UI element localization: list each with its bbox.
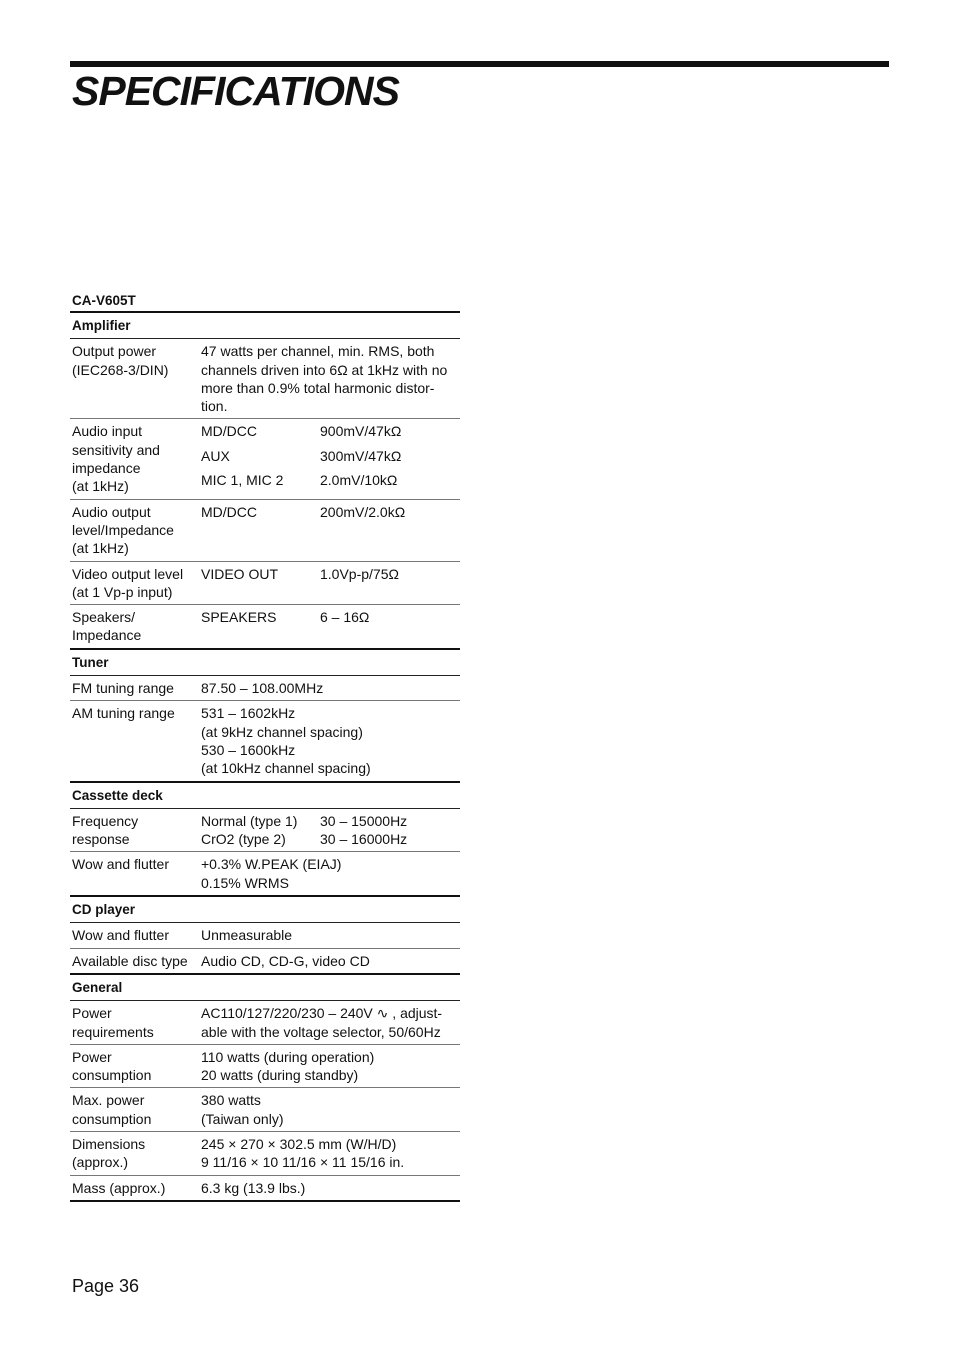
spec-label: Power consumption	[72, 1048, 152, 1084]
sub-name: AUX	[201, 447, 230, 464]
spec-row-output-power	[70, 339, 460, 419]
sub-name: Normal (type 1)	[201, 812, 298, 829]
sub-value: 30 – 15000Hz	[320, 812, 408, 829]
bottom-rule	[70, 1200, 460, 1202]
spec-label: AM tuning range	[72, 705, 175, 722]
spec-value: Audio CD, CD-G, video CD	[201, 952, 370, 969]
spec-row-power-requirements	[70, 1001, 460, 1045]
spec-value: 110 watts (during operation) 20 watts (during standby)	[201, 1048, 375, 1084]
spec-table	[70, 311, 460, 1202]
sub-value: 200mV/2.0kΩ	[320, 503, 406, 520]
spec-row-audio-input	[70, 419, 460, 499]
section-header-tuner: Tuner	[70, 648, 460, 676]
spec-row-cassette-wow	[70, 852, 460, 895]
spec-value: 87.50 – 108.00MHz	[201, 680, 324, 697]
sub-value: 300mV/47kΩ	[320, 447, 402, 464]
sub-name: SPEAKERS	[201, 609, 277, 626]
section-header-cd: CD player	[70, 895, 460, 923]
spec-row-speakers	[70, 605, 460, 648]
sub-value: 30 – 16000Hz	[320, 831, 408, 848]
sub-name: VIDEO OUT	[201, 565, 279, 582]
spec-row-frequency	[70, 809, 460, 853]
sub-name: MD/DCC	[201, 503, 257, 520]
sub-name: CrO2 (type 2)	[201, 831, 286, 848]
section-header-cassette: Cassette deck	[70, 781, 460, 809]
spec-row-fm	[70, 676, 460, 701]
spec-label: Frequency response	[72, 812, 139, 848]
spec-row-cd-wow	[70, 923, 460, 948]
spec-value: 47 watts per channel, min. RMS, both channels driven into 6Ω at 1kHz with no more than 0.9% total harmonic distor- tion.	[201, 343, 448, 415]
spec-row-power-consumption	[70, 1045, 460, 1089]
sub-value: 2.0mV/10kΩ	[320, 472, 398, 489]
model-name: CA-V605T	[72, 293, 136, 308]
sub-value: 6 – 16Ω	[320, 609, 370, 626]
spec-value: 245 × 270 × 302.5 mm (W/H/D) 9 11/16 × 10 11/16 × 11 15/16 in.	[201, 1135, 405, 1171]
spec-value	[201, 608, 460, 645]
spec-label: Speakers/ Impedance	[72, 609, 142, 644]
sub-name: MIC 1, MIC 2	[201, 472, 284, 489]
spec-label: Output power (IEC268-3/DIN)	[72, 343, 169, 378]
spec-label: Power requirements	[72, 1005, 154, 1040]
spec-label: Audio output level/Impedance (at 1kHz)	[72, 503, 174, 557]
spec-value: 380 watts (Taiwan only)	[201, 1092, 284, 1127]
spec-label: Available disc type	[72, 952, 188, 969]
spec-value	[201, 503, 460, 558]
spec-label: FM tuning range	[72, 680, 174, 697]
spec-label: Max. power consumption	[72, 1092, 152, 1127]
spec-row-mass	[70, 1176, 460, 1200]
spec-label: Audio input sensitivity and impedance (at 1kHz)	[72, 423, 160, 495]
spec-label: Wow and flutter	[72, 856, 170, 873]
page-title: SPECIFICATIONS	[72, 68, 399, 114]
section-header-amplifier: Amplifier	[70, 311, 460, 339]
spec-label: Dimensions (approx.)	[72, 1135, 146, 1171]
spec-value	[201, 812, 460, 849]
spec-value	[201, 565, 460, 602]
spec-label: Video output level (at 1 Vp-p input)	[72, 565, 184, 600]
spec-row-am	[70, 701, 460, 780]
sub-value: 1.0Vp-p/75Ω	[320, 565, 399, 582]
page-number: Page 36	[72, 1276, 140, 1296]
spec-row-max-power	[70, 1088, 460, 1132]
spec-row-dimensions	[70, 1132, 460, 1176]
spec-row-video-output	[70, 562, 460, 606]
sub-name: MD/DCC	[201, 423, 257, 440]
spec-value: AC110/127/220/230 – 240V ∿ , adjust- able with the voltage selector, 50/60Hz	[201, 1005, 443, 1040]
spec-value: Unmeasurable	[201, 927, 293, 944]
spec-row-audio-output	[70, 500, 460, 562]
spec-value: 6.3 kg (13.9 lbs.)	[201, 1179, 306, 1196]
top-rule	[70, 61, 889, 67]
spec-value: +0.3% W.PEAK (EIAJ) 0.15% WRMS	[201, 856, 342, 891]
sub-value: 900mV/47kΩ	[320, 423, 402, 440]
spec-label: Mass (approx.)	[72, 1179, 166, 1196]
spec-label: Wow and flutter	[72, 927, 170, 944]
spec-value	[201, 422, 460, 495]
spec-row-disc-type	[70, 949, 460, 973]
section-header-general: General	[70, 973, 460, 1001]
spec-value: 531 – 1602kHz (at 9kHz channel spacing) 530 – 1600kHz (at 10kHz channel spacing)	[201, 705, 371, 777]
